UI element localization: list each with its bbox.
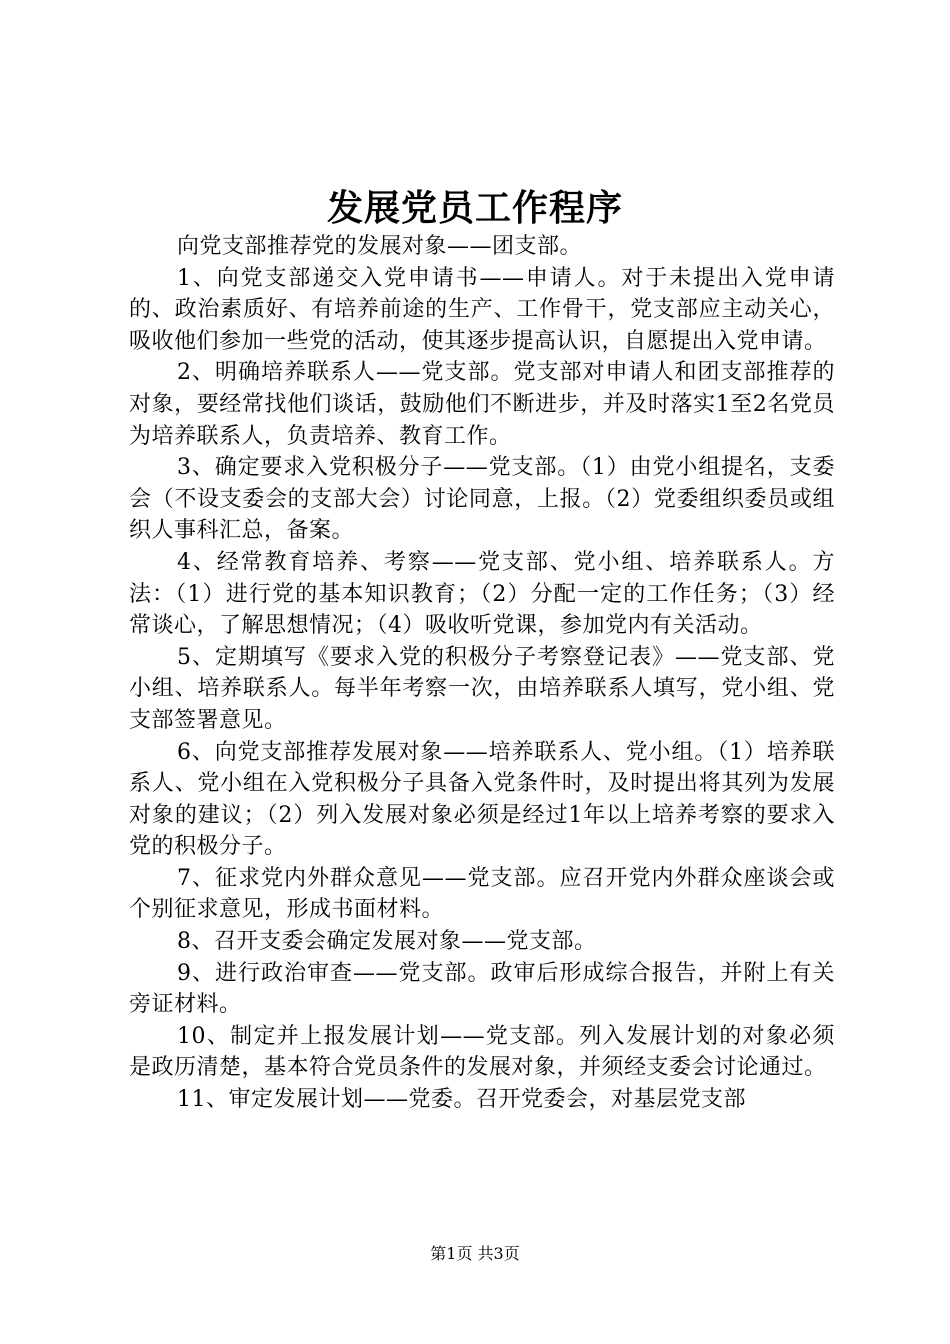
paragraph-step-11: 11、审定发展计划——党委。召开党委会，对基层党支部 (177, 1087, 746, 1113)
paragraph-step-2: 2、明确培养联系人——党支部。党支部对申请人和团支部推荐的对象，要经常找他们谈话，鼓励他们不断进步，并及时落实1至2名党员为培养联系人，负责培养、教育工作。 (129, 360, 835, 449)
paragraph-step-4: 4、经常教育培养、考察——党支部、党小组、培养联系人。方法：（1）进行党的基本知识教育；（2）分配一定的工作任务；（3）经常谈心，了解思想情况；（4）吸收听党课，参加党内有关活动。 (129, 549, 835, 639)
document-title: 发展党员工作程序 (326, 187, 623, 229)
paragraph-step-10: 10、制定并上报发展计划——党支部。列入发展计划的对象必须是政历清楚，基本符合党员条件的发展对象，并须经支委会讨论通过。 (129, 1023, 835, 1081)
paragraph-step-7: 7、征求党内外群众意见——党支部。应召开党内外群众座谈会或个别征求意见，形成书面材料。 (129, 865, 835, 923)
paragraph-step-5: 5、定期填写《要求入党的积极分子考察登记表》——党支部、党小组、培养联系人。每半年考察一次，由培养联系人填写，党小组、党支部签署意见。 (129, 644, 835, 733)
page-number-footer: 第1页 共3页 (430, 1244, 520, 1263)
paragraph-step-8: 8、召开支委会确定发展对象——党支部。 (177, 929, 597, 955)
paragraph-step-9: 9、进行政治审查——党支部。政审后形成综合报告，并附上有关旁证材料。 (129, 960, 835, 1018)
document-body (129, 231, 835, 1116)
paragraph-intro: 向党支部推荐党的发展对象——团支部。 (177, 234, 583, 259)
paragraph-step-6: 6、向党支部推荐发展对象——培养联系人、党小组。（1）培养联系人、党小组在入党积极分子具备入党条件时，及时提出将其列为发展对象的建议；（2）列入发展对象必须是经过1年以上培养考察的要求入党的积极分子。 (129, 739, 835, 860)
paragraph-step-3: 3、确定要求入党积极分子——党支部。（1）由党小组提名，支委会（不设支委会的支部大会）讨论同意，上报。（2）党委组织委员或组织人事科汇总，备案。 (129, 455, 835, 544)
paragraph-step-1: 1、向党支部递交入党申请书——申请人。对于未提出入党申请的、政治素质好、有培养前途的生产、工作骨干，党支部应主动关心，吸收他们参加一些党的活动，使其逐步提高认识，自愿提出入党申请。 (129, 265, 835, 354)
